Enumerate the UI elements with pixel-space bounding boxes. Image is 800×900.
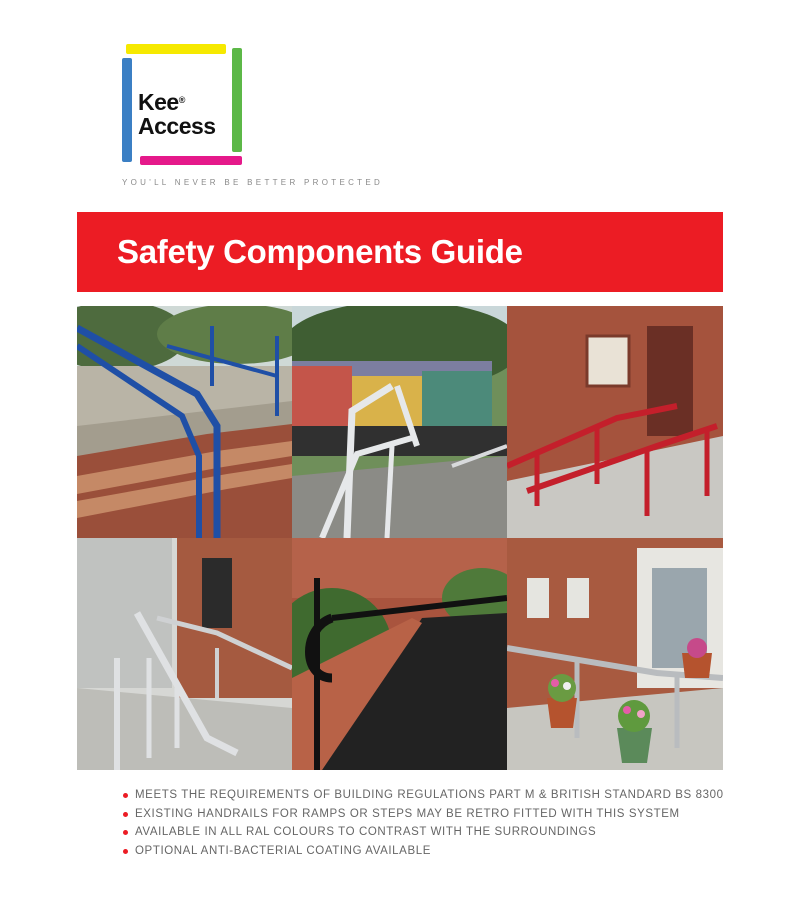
feature-list-item (123, 786, 724, 805)
logo-blue-bar (122, 58, 132, 162)
silver-handrail-ramp-photo (292, 306, 507, 538)
black-handrail-wall-photo (292, 538, 507, 770)
feature-text: MEETS THE REQUIREMENTS OF BUILDING REGULATIONS PART M & BRITISH STANDARD BS 8300 (135, 789, 724, 801)
page-title: Safety Components Guide (117, 233, 523, 270)
logo-pink-bar (140, 156, 242, 165)
tagline: YOU'LL NEVER BE BETTER PROTECTED (122, 178, 384, 187)
feature-text: OPTIONAL ANTI-BACTERIAL COATING AVAILABLE (135, 844, 431, 857)
grey-handrail-entrance-photo (507, 538, 723, 770)
bullet-icon (123, 812, 128, 817)
kee-access-logo (122, 44, 246, 166)
bullet-icon (123, 849, 128, 854)
logo-registered-mark: ® (178, 95, 185, 105)
blue-handrail-steps-photo (77, 306, 292, 538)
title-banner (77, 212, 723, 292)
red-handrail-ramp-photo (507, 306, 723, 538)
logo-line-1: Kee (138, 89, 179, 115)
photo-grid (77, 306, 723, 770)
logo-yellow-bar (126, 44, 226, 54)
bullet-icon (123, 830, 128, 835)
feature-list-item (123, 805, 724, 824)
logo-wordmark (138, 90, 216, 138)
feature-text: EXISTING HANDRAILS FOR RAMPS OR STEPS MAY BE RETRO FITTED WITH THIS SYSTEM (135, 807, 680, 820)
feature-list-item (123, 823, 724, 842)
logo-line-2: Access (138, 113, 216, 139)
logo-green-bar (232, 48, 242, 152)
feature-text: AVAILABLE IN ALL RAL COLOURS TO CONTRAST WITH THE SURROUNDINGS (135, 826, 597, 838)
feature-list-item (123, 842, 724, 861)
grey-handrail-ramp-photo (77, 538, 292, 770)
feature-list (123, 786, 724, 860)
bullet-icon (123, 793, 128, 798)
